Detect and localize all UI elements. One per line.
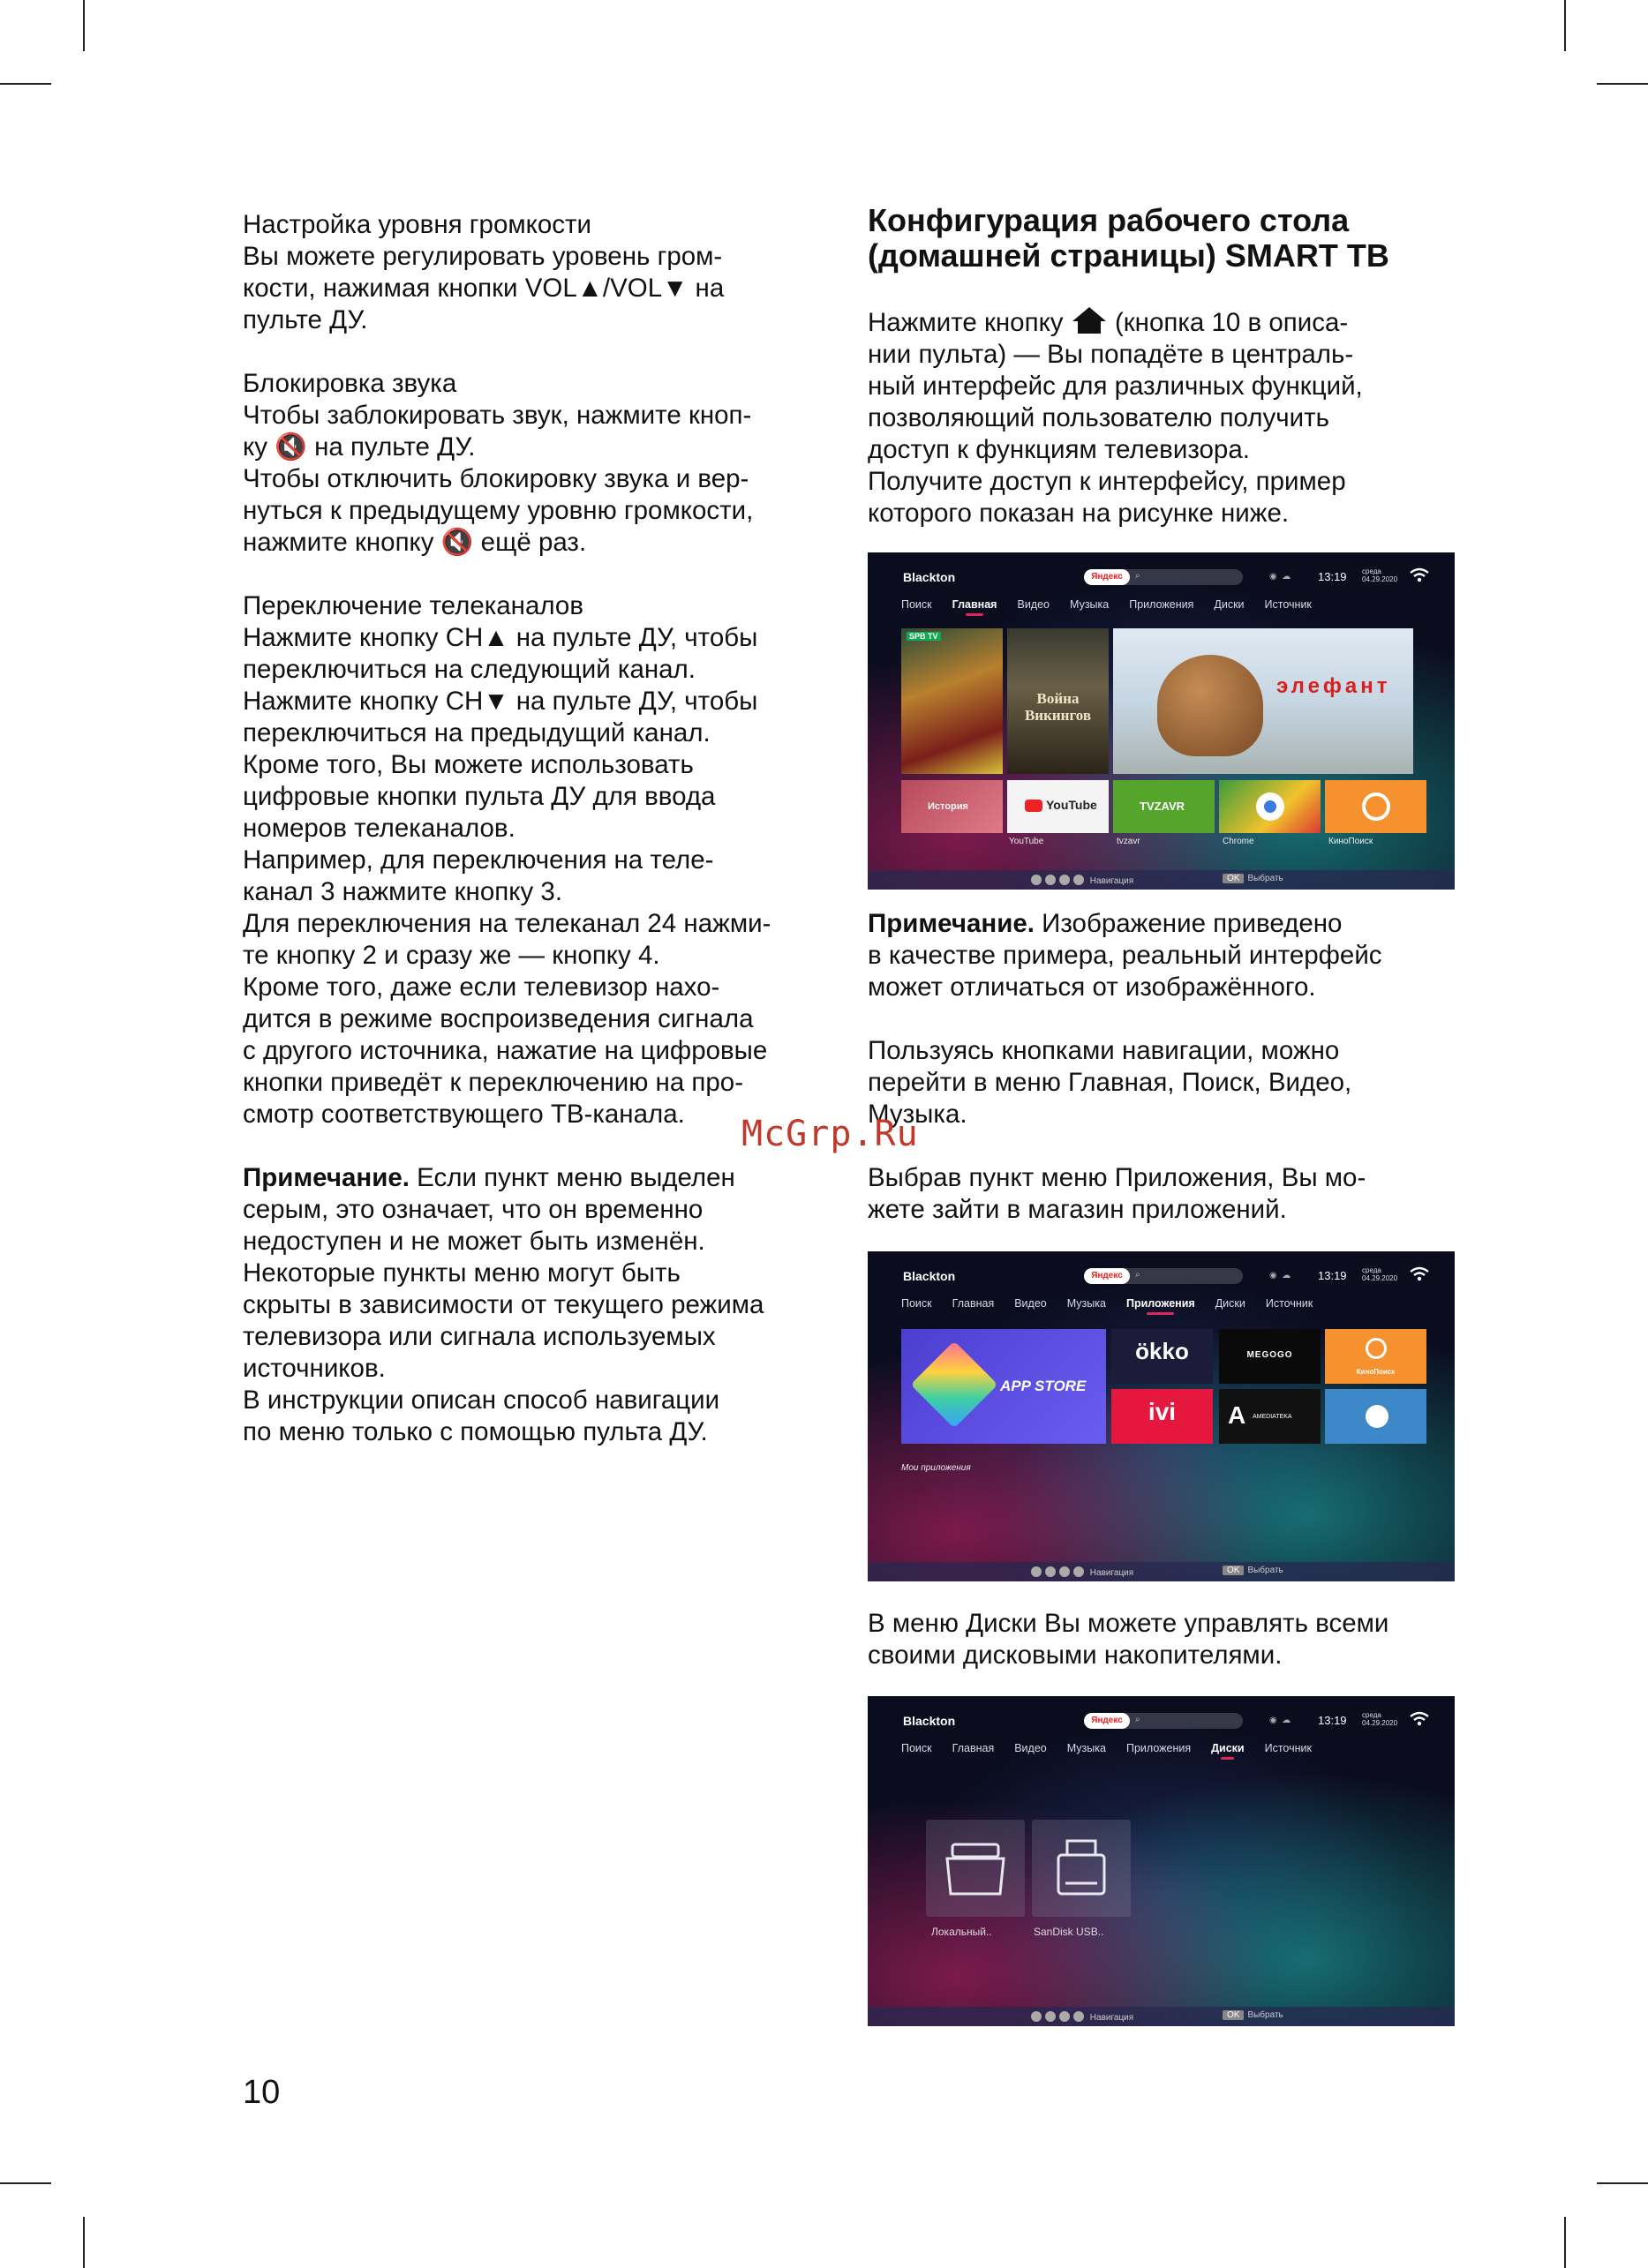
tv-menu-item-active[interactable]: Диски — [1211, 1742, 1245, 1754]
text-line: переключиться на следующий канал. — [243, 655, 696, 684]
text-line: те кнопку 2 и сразу же — кнопку 4. — [243, 941, 660, 970]
left-column — [243, 209, 834, 1480]
home-icon — [1071, 305, 1108, 335]
text-line: цифровые кнопки пульта ДУ для ввода — [243, 782, 716, 811]
note-first-line: Примечание. Изображение приведено — [868, 909, 1343, 938]
text-line: ку 🔇 на пульте ДУ. — [243, 432, 476, 462]
tv-menu-item[interactable]: Главная — [952, 1742, 995, 1754]
note-text: Если пункт меню выделен — [409, 1163, 735, 1192]
tv-brand: Blackton — [903, 1269, 956, 1283]
tvzavr-tile[interactable] — [1113, 780, 1215, 833]
crop-mark — [83, 0, 85, 51]
text-line: своими дисковыми накопителями. — [868, 1641, 1283, 1670]
vk-icon — [1366, 1405, 1388, 1428]
text-line: кости, нажимая кнопки VOL▲/VOL▼ на — [243, 274, 725, 303]
tv-menu-item[interactable]: Музыка — [1066, 1742, 1106, 1754]
vikings-title: Война Викингов — [1024, 690, 1092, 724]
yandex-logo: Яндекс — [1084, 1713, 1130, 1729]
disk-label: SanDisk USB.. — [1034, 1926, 1104, 1938]
tv-apps-screenshot — [868, 1251, 1455, 1581]
chrome-tile[interactable] — [1219, 780, 1321, 833]
text-line: с другого источника, нажатие на цифровые — [243, 1036, 768, 1065]
text-line: пульте ДУ. — [243, 305, 368, 334]
tv-time: 13:19 — [1318, 1269, 1347, 1282]
app-store-label: APP STORE — [1000, 1378, 1087, 1394]
tv-menu-item[interactable]: Диски — [1215, 1297, 1245, 1310]
tv-menu-item[interactable]: Поиск — [901, 598, 932, 611]
tv-disks-screenshot — [868, 1696, 1455, 2026]
mute-section — [243, 368, 834, 559]
text-line: источников. — [243, 1354, 386, 1383]
ivi-tile[interactable] — [1111, 1389, 1213, 1444]
wifi-icon — [1408, 1263, 1431, 1286]
kinopoisk-logo: КиноПоиск — [1356, 1368, 1396, 1376]
intro-first-line: Нажмите кнопку (кнопка 10 в описа- — [868, 305, 1459, 339]
status-icons: ◉ ☁ — [1269, 572, 1291, 582]
text-line: нии пульта) — Вы попадёте в централь- — [868, 340, 1354, 369]
tile-label: КиноПоиск — [1328, 837, 1373, 846]
tv-top-bar — [868, 1696, 1455, 1749]
megogo-logo: MEGOGO — [1246, 1350, 1293, 1360]
amediateka-logo: AMEDIATEKA — [1253, 1414, 1292, 1420]
youtube-logo: YouTube — [1046, 798, 1097, 812]
text-line: Кроме того, Вы можете использовать — [243, 750, 694, 779]
text-line: Некоторые пункты меню могут быть — [243, 1258, 681, 1288]
tv-menu-item[interactable]: Приложения — [1125, 1742, 1192, 1754]
title-line: (домашней страницы) SMART TB — [868, 237, 1389, 274]
status-icons: ◉ ☁ — [1269, 1271, 1291, 1280]
note-label: Примечание. — [868, 909, 1035, 938]
tv-date: среда 04.29.2020 — [1362, 1711, 1398, 1727]
spbtv-logo: SPB TV — [907, 632, 941, 641]
tv-search-bar — [1084, 569, 1243, 585]
text-line: Нажмите кнопку CH▲ на пульте ДУ, чтобы — [243, 623, 758, 652]
crop-mark — [83, 2217, 85, 2268]
text-line: доступ к функциям телевизора. — [868, 435, 1250, 464]
okko-tile[interactable] — [1111, 1329, 1213, 1384]
crop-mark — [1597, 83, 1648, 85]
ok-hint: OK Выбрать — [1223, 874, 1283, 883]
nav-hint: Навигация — [1031, 2011, 1133, 2023]
disk-label: Локальный.. — [931, 1926, 992, 1938]
app-store-icon — [911, 1341, 998, 1429]
crop-mark — [1564, 2217, 1566, 2268]
tv-time: 13:19 — [1318, 570, 1347, 583]
status-icons: ◉ ☁ — [1269, 1716, 1291, 1725]
tv-menu-item[interactable]: Видео — [1017, 598, 1050, 611]
elephant-title: элефант — [1276, 674, 1391, 698]
intro-paragraph — [868, 305, 1459, 529]
text-line: Например, для переключения на теле- — [243, 845, 714, 875]
volume-title: Настройка уровня громкости — [243, 210, 592, 239]
yandex-logo: Яндекс — [1084, 569, 1130, 585]
text-line: канал 3 нажмите кнопку 3. — [243, 877, 563, 906]
history-label: История — [928, 801, 968, 812]
tile-label: Chrome — [1223, 837, 1254, 846]
tv-menu-item[interactable]: Источник — [1264, 1742, 1312, 1754]
text-line: Чтобы заблокировать звук, нажмите кноп- — [243, 401, 752, 430]
text-line: кнопки приведёт к переключению на про- — [243, 1068, 744, 1097]
tv-bottom-bar — [868, 1562, 1455, 1581]
text-line: серым, это означает, что он временно — [243, 1195, 704, 1224]
tv-menu-item[interactable]: Диски — [1214, 598, 1245, 611]
search-icon: ⌕ — [1135, 571, 1140, 581]
tv-menu-item[interactable]: Главная — [952, 1297, 995, 1310]
nav-hint: Навигация — [1031, 875, 1133, 886]
tv-date: среда 04.29.2020 — [1362, 1266, 1398, 1282]
crop-mark — [1597, 2182, 1648, 2184]
volume-section — [243, 209, 834, 336]
text-line: позволяющий пользователю получить — [868, 403, 1329, 432]
ok-hint: OK Выбрать — [1223, 1566, 1283, 1575]
okko-logo: ökko — [1135, 1338, 1189, 1364]
text-line: Нажмите кнопку CH▼ на пульте ДУ, чтобы — [243, 687, 758, 716]
vk-video-tile[interactable] — [1325, 1389, 1426, 1444]
text-line: Для переключения на телеканал 24 нажми- — [243, 909, 771, 938]
my-apps-label: Мои приложения — [901, 1463, 971, 1473]
tvzavr-logo: TVZAVR — [1140, 800, 1185, 813]
tv-menu-item[interactable]: Музыка — [1070, 598, 1110, 611]
amediateka-tile[interactable] — [1219, 1389, 1321, 1444]
text-line: недоступен и не может быть изменён. — [243, 1227, 705, 1256]
ok-hint: OK Выбрать — [1223, 2010, 1283, 2020]
mute-title: Блокировка звука — [243, 369, 457, 398]
folder-icon — [926, 1820, 1025, 1917]
elephant-banner[interactable] — [1113, 628, 1413, 774]
text-line: дится в режиме воспроизведения сигнала — [243, 1004, 754, 1033]
crop-mark — [0, 2182, 51, 2184]
wifi-icon — [1408, 1708, 1431, 1731]
kinopoisk-icon — [1366, 1338, 1387, 1359]
text-line: смотр соответствующего ТВ-канала. — [243, 1100, 685, 1129]
tv-bottom-bar — [868, 2007, 1455, 2026]
app-store-tile[interactable] — [901, 1329, 1106, 1444]
channels-section — [243, 590, 834, 1130]
tv-date: среда 04.29.2020 — [1362, 567, 1398, 583]
tv-menu-item[interactable]: Видео — [1014, 1742, 1047, 1754]
local-disk-tile[interactable] — [926, 1820, 1025, 1917]
tile-label: tvzavr — [1117, 837, 1140, 846]
search-icon: ⌕ — [1135, 1715, 1140, 1724]
left-note-section — [243, 1162, 834, 1448]
text-line: В меню Диски Вы можете управлять всеми — [868, 1609, 1389, 1638]
ivi-logo: ivi — [1148, 1398, 1177, 1425]
kinopoisk-tile[interactable] — [1325, 780, 1426, 833]
nav-hint: Навигация — [1031, 1566, 1133, 1578]
section-title — [868, 203, 1459, 274]
tv-menu-item-active[interactable]: Приложения — [1125, 1297, 1195, 1310]
tv-menu-item[interactable]: Источник — [1264, 598, 1312, 611]
usb-disk-tile[interactable] — [1032, 1820, 1131, 1917]
text-line: Кроме того, даже если телевизор нахо- — [243, 973, 720, 1002]
search-icon: ⌕ — [1135, 1270, 1140, 1280]
tv-top-bar — [868, 552, 1455, 605]
yandex-logo: Яндекс — [1084, 1268, 1130, 1284]
tv-menu-item-active[interactable]: Главная — [952, 598, 997, 611]
text-line: ный интерфейс для различных функций, — [868, 372, 1363, 401]
amediateka-icon: A — [1228, 1401, 1246, 1429]
text-line: Чтобы отключить блокировку звука и вер- — [243, 464, 749, 493]
text-line: телевизора или сигнала используемых — [243, 1322, 716, 1351]
text-line: нажмите кнопку 🔇 ещё раз. — [243, 528, 587, 557]
mammoth-figure — [1157, 655, 1263, 756]
tv-search-bar — [1084, 1268, 1243, 1284]
text-line: Получите доступ к интерфейсу, пример — [868, 467, 1346, 496]
kinopoisk-icon — [1362, 792, 1390, 821]
disks-paragraph — [868, 1608, 1459, 1671]
tv-brand: Blackton — [903, 1714, 956, 1728]
megogo-tile[interactable] — [1219, 1329, 1321, 1384]
title-line: Конфигурация рабочего стола — [868, 202, 1350, 238]
chrome-icon — [1256, 792, 1284, 821]
text-line: может отличаться от изображённого. — [868, 973, 1316, 1002]
text-line: Выбрав пункт меню Приложения, Вы мо- — [868, 1163, 1366, 1192]
tv-menu — [901, 1297, 1333, 1310]
tv-brand: Blackton — [903, 570, 956, 584]
text-line: Вы можете регулировать уровень гром- — [243, 242, 723, 271]
right-note — [868, 908, 1459, 1226]
channels-title: Переключение телеканалов — [243, 591, 584, 620]
text-line: номеров телеканалов. — [243, 814, 515, 843]
text-line: Музыка. — [868, 1100, 967, 1129]
tv-menu — [901, 1742, 1332, 1754]
text-line: скрыты в зависимости от текущего режима — [243, 1290, 764, 1319]
tv-home-screenshot — [868, 552, 1455, 890]
text-line: которого показан на рисунке ниже. — [868, 499, 1290, 528]
watermark: McGrp.Ru — [741, 1114, 919, 1154]
tv-top-bar — [868, 1251, 1455, 1304]
crop-mark — [0, 83, 51, 85]
tv-bottom-bar — [868, 870, 1455, 890]
right-column — [868, 203, 1459, 529]
tv-menu-item[interactable]: Поиск — [901, 1297, 932, 1310]
text-line: Пользуясь кнопками навигации, можно — [868, 1036, 1340, 1065]
usb-drive-icon — [1032, 1820, 1131, 1917]
note-label: Примечание. — [243, 1163, 410, 1192]
vikings-tile[interactable] — [1007, 628, 1109, 774]
text-line: нуться к предыдущему уровню громкости, — [243, 496, 754, 525]
tv-menu-item[interactable]: Поиск — [901, 1742, 932, 1754]
text-line: В инструкции описан способ навигации — [243, 1386, 720, 1415]
tile-label: YouTube — [1009, 837, 1044, 846]
kinopoisk-tile[interactable] — [1325, 1329, 1426, 1384]
text-line: перейти в меню Главная, Поиск, Видео, — [868, 1068, 1352, 1097]
tv-time: 13:19 — [1318, 1714, 1347, 1727]
note-first-line — [243, 1162, 834, 1194]
tv-menu — [901, 598, 1332, 611]
text-line: по меню только с помощью пульта ДУ. — [243, 1417, 708, 1446]
tv-menu-item[interactable]: Видео — [1014, 1297, 1047, 1310]
text-line: в качестве примера, реальный интерфейс — [868, 941, 1382, 970]
tv-search-bar — [1084, 1713, 1243, 1729]
text-line: переключиться на предыдущий канал. — [243, 718, 711, 747]
youtube-icon — [1025, 800, 1042, 812]
tv-menu-item[interactable]: Приложения — [1129, 598, 1194, 611]
tv-menu-item[interactable]: Музыка — [1066, 1297, 1106, 1310]
wifi-icon — [1408, 564, 1431, 587]
tv-menu-item[interactable]: Источник — [1265, 1297, 1313, 1310]
crop-mark — [1564, 0, 1566, 51]
spbtv-tile[interactable] — [901, 628, 1003, 774]
youtube-tile[interactable] — [1007, 780, 1109, 833]
text-line: жете зайти в магазин приложений. — [868, 1195, 1287, 1224]
page-number: 10 — [243, 2074, 281, 2111]
history-tile[interactable] — [901, 780, 1003, 833]
